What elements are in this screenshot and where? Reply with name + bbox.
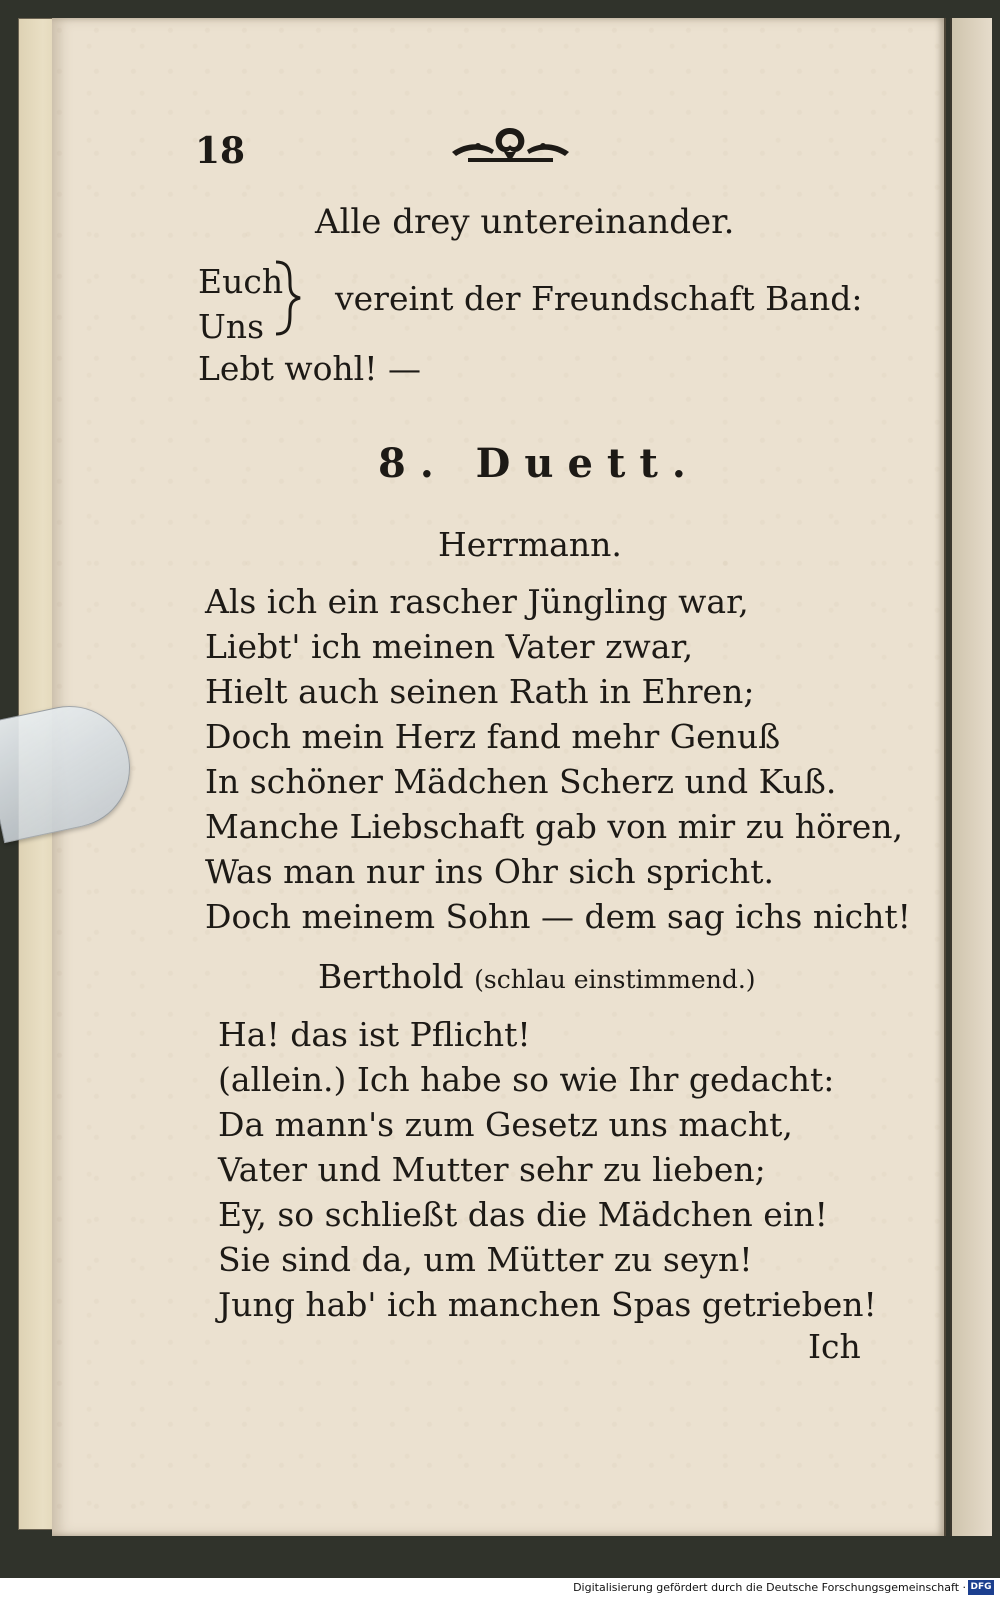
verse-line: Als ich ein rascher Jüngling war,: [205, 582, 749, 621]
curly-brace-icon: [268, 258, 308, 338]
verse-line: In schöner Mädchen Scherz und Kuß.: [205, 762, 837, 801]
brace-line-euch: Euch: [198, 262, 284, 301]
verse-line: Vater und Mutter sehr zu lieben;: [218, 1150, 766, 1189]
verse-line: Liebt' ich meinen Vater zwar,: [205, 627, 694, 666]
footer-credit: Digitalisierung gefördert durch die Deutsche Forschungsgemeinschaft ·: [573, 1581, 966, 1594]
speaker-berthold: [318, 957, 756, 996]
speaker-name: Berthold: [318, 957, 464, 996]
floral-vignette-icon: [448, 122, 573, 167]
verse-line: Manche Liebschaft gab von mir zu hören,: [205, 807, 903, 846]
adjacent-page-edge: [950, 18, 992, 1536]
farewell-line: Lebt wohl! —: [198, 349, 421, 388]
verse-line: Jung hab' ich manchen Spas getrieben!: [218, 1285, 877, 1324]
verse-line: Da mann's zum Gesetz uns macht,: [218, 1105, 793, 1144]
dfg-logo-icon: DFG: [968, 1580, 994, 1595]
verse-line: Doch meinem Sohn — dem sag ichs nicht!: [205, 897, 911, 936]
duet-title: 8. Duett.: [378, 440, 700, 487]
verse-line: Ey, so schließt das die Mädchen ein!: [218, 1195, 828, 1234]
verse-line: (allein.) Ich habe so wie Ihr gedacht:: [218, 1060, 835, 1099]
brace-line-uns: Uns: [198, 307, 264, 346]
speaker-herrmann: Herrmann.: [438, 525, 622, 564]
stage-direction: (schlau einstimmend.): [474, 965, 756, 994]
brace-text: vereint der Freundschaft Band:: [335, 279, 863, 318]
verse-line: Sie sind da, um Mütter zu seyn!: [218, 1240, 753, 1279]
catchword: Ich: [808, 1327, 861, 1366]
page-number: 18: [195, 130, 246, 172]
verse-line: Was man nur ins Ohr sich spricht.: [205, 852, 775, 891]
verse-line: Ha! das ist Pflicht!: [218, 1015, 531, 1054]
verse-line: Doch mein Herz fand mehr Genuß: [205, 717, 781, 756]
section-heading: Alle drey untereinander.: [315, 202, 735, 242]
verse-line: Hielt auch seinen Rath in Ehren;: [205, 672, 755, 711]
